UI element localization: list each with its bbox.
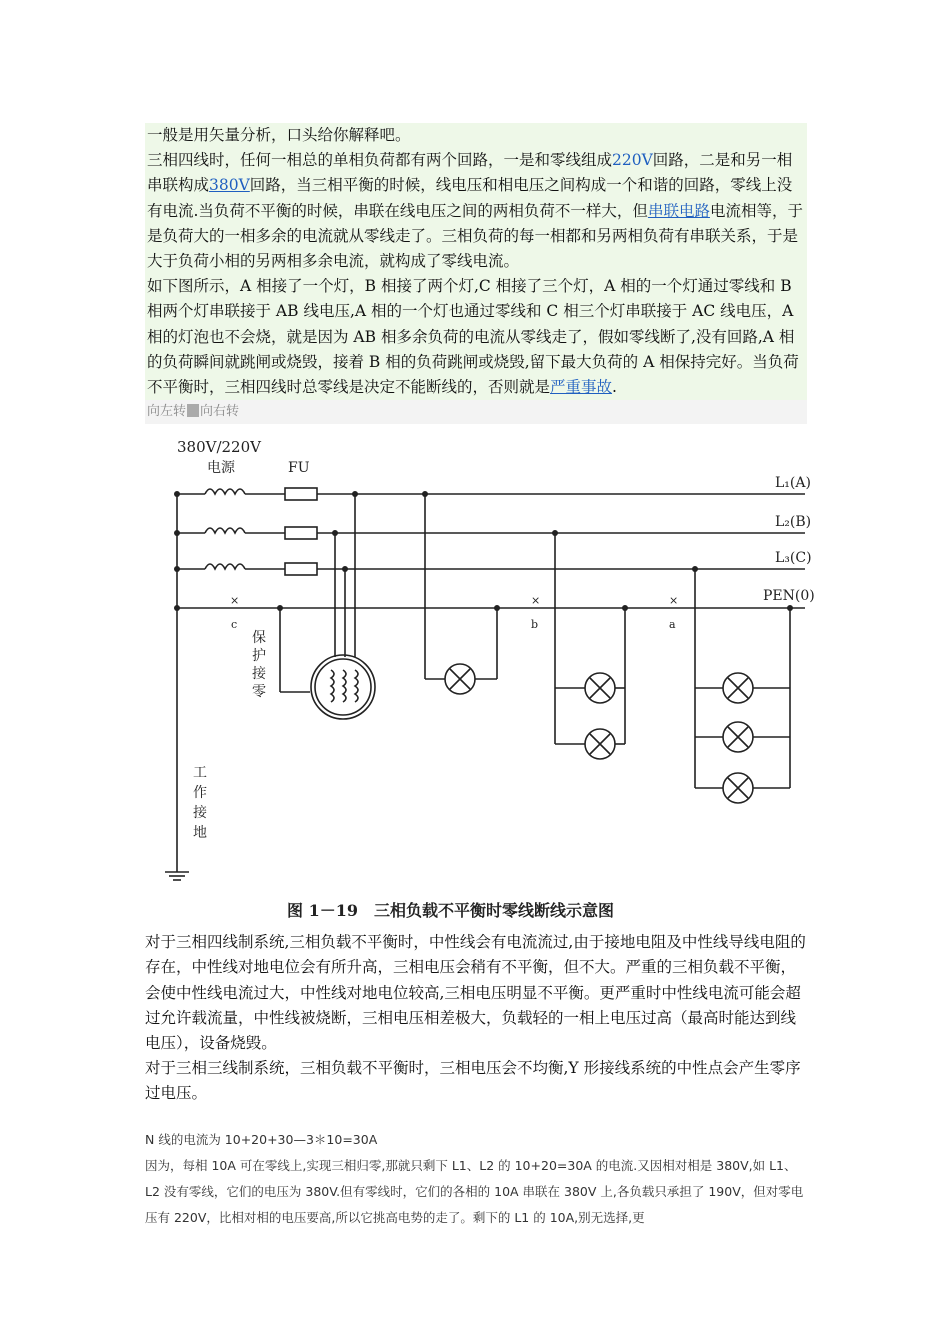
label-l2: L₂(B) [775, 514, 812, 531]
ground-char-4: 地 [193, 825, 207, 842]
circuit-diagram [145, 432, 815, 930]
body-text [145, 930, 807, 1106]
break-mark-a: a [669, 618, 676, 632]
ground-char-1: 工 [193, 765, 207, 782]
svg-text:×: × [669, 594, 679, 608]
fuse-b [285, 527, 317, 539]
calc-line-1: N 线的电流为 10+20+30—3＊10=30A [145, 1131, 378, 1147]
rotate-left-button[interactable]: 向左转 [147, 404, 187, 420]
text: 电流相等，于是负荷大的一相多余的电流就从零线走了。三相负荷的每一相都和另两相负荷有串联关系，于是大于负荷小相的另两相多余电流，就构成了零线电流。 [147, 201, 803, 271]
link-serious-accident[interactable]: 严重事故 [550, 378, 613, 397]
fuse-label: FU [288, 460, 310, 477]
protect-char-3: 接 [252, 666, 266, 683]
answer-block [145, 123, 807, 400]
break-mark-b: b [531, 618, 539, 632]
source-coil-b [205, 528, 245, 533]
circuit-figure [145, 432, 815, 930]
label-l3: L₃(C) [775, 550, 812, 567]
ground-char-2: 作 [193, 785, 207, 802]
svg-text:×: × [531, 594, 541, 608]
protect-char-2: 护 [252, 648, 266, 665]
body-paragraph-1: 对于三相四线制系统,三相负载不平衡时，中性线会有电流流过,由于接地电阻及中性线导线电阻的存在，中性线对地电位会有所升高，三相电压会稍有不平衡，但不大。严重的三相负载不平衡，会使中性线电流过大，中性线对地电位较高,三相电压明显不平衡。更严重时中性线电流可能会超过允许载流量，中性线被烧断，三相电压相差极大，负载轻的一相上电压过高（最高时能达到线电压），设备烧毁。 [145, 933, 806, 1053]
label-l1: L₁(A) [775, 475, 811, 492]
protect-char-1: 保 [252, 630, 266, 647]
motor-symbol [311, 655, 375, 719]
rotate-right-button[interactable]: 向右转 [200, 404, 240, 420]
link-220v[interactable]: 220V [612, 151, 653, 170]
svg-text:×: × [230, 594, 240, 608]
source-coil-a [205, 489, 245, 494]
break-mark-c: c [231, 618, 238, 632]
calc-line-2: 因为，每相 10A 可在零线上,实现三相归零,那就只剩下 L1、L2 的 10+20=30A 的电流.又因相对相是 380V,如 L1、L2 没有零线，它们的电压为 380V.但有零线时，它们的各相的 10A 串联在 380V 上,各负载只承担了 190V，但对零电压有 220V，比相对相的电压要高,所以它挑高电势的走了。剩下的 L1 的 10A,别无选择,更 [145, 1157, 804, 1225]
rotate-separator [187, 404, 199, 417]
page [145, 123, 815, 1231]
text: 三相四线时，任何一相总的单相负荷都有两个回路，一是和零线组成 [147, 151, 613, 170]
body-paragraph-2: 对于三相三线制系统，三相负载不平衡时，三相电压会不均衡,Y 形接线系统的中性点会产生零序过电压。 [145, 1059, 801, 1103]
link-380v[interactable]: 380V [209, 176, 250, 195]
voltage-label: 380V/220V [177, 438, 261, 457]
label-pen: PEN(0) [763, 588, 815, 605]
junction-dots [174, 491, 793, 611]
text: 回路，二是和另一相串联构成 [147, 151, 793, 195]
figure-caption: 图 1－19 三相负载不平衡时零线断线示意图 [287, 901, 614, 921]
fuse-c [285, 563, 317, 575]
ground-char-3: 接 [193, 805, 207, 822]
text: 如下图所示，A 相接了一个灯，B 相接了两个灯,C 相接了三个灯，A 相的一个灯通过零线和 B 相两个灯串联接于 AB 线电压,A 相的一个灯也通过零线和 C 相三个灯串联接于 AC 线电压，A 相的灯泡也不会烧，就是因为 AB 相多余负荷的电流从零线走了，假如零线断了,没有回路,A 相的负荷瞬间就跳闸或烧毁，接着 B 相的负荷跳闸或烧毁,留下最大负荷的 A 相保持完好。当负荷不平衡时，三相四线时总零线是决定不能断线的，否则就是 [147, 277, 799, 397]
fuse-a [285, 488, 317, 500]
source-coil-c [205, 564, 245, 569]
rotate-bar [145, 400, 807, 424]
answer-paragraph-2 [147, 274, 805, 400]
text: . [612, 378, 617, 397]
protect-char-4: 零 [252, 684, 266, 701]
calc-text [145, 1127, 807, 1231]
answer-intro: 一般是用矢量分析，口头给你解释吧。 [147, 126, 411, 144]
text: 回路，当三相平衡的时候，线电压和相电压之间构成一个和谐的回路，零线上没有电流.当负荷不平衡的时候，串联在线电压之间的两相负荷不一样大，但 [147, 176, 793, 220]
answer-paragraph-1 [147, 148, 805, 274]
link-series-circuit[interactable]: 串联电路 [647, 201, 710, 220]
source-label: 电源 [207, 460, 235, 477]
